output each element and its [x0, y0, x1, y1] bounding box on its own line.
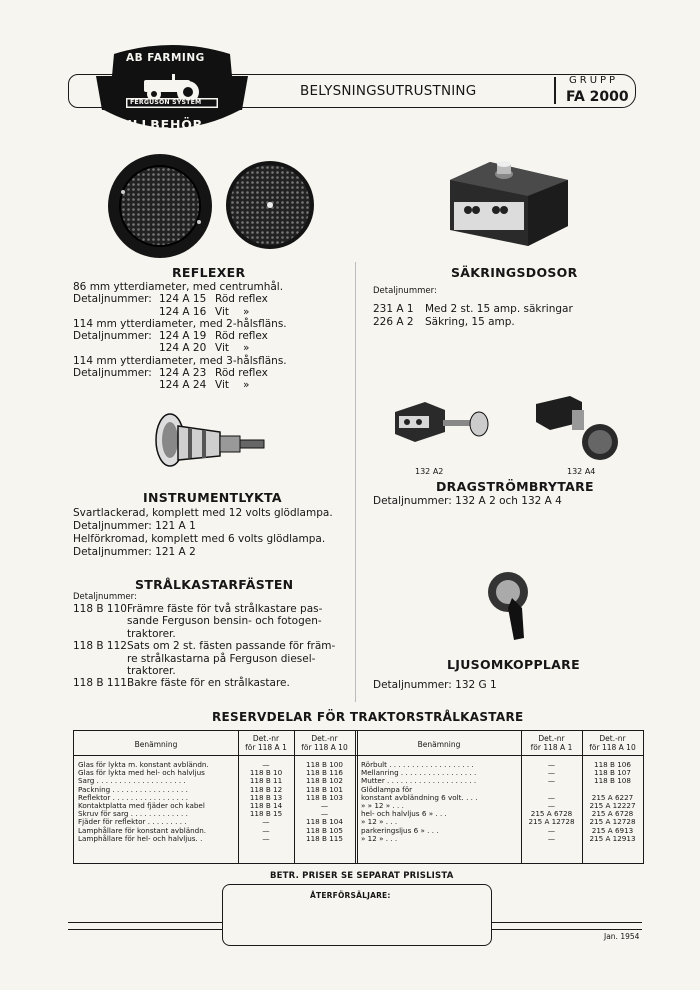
reflexer-type: Vit [215, 342, 229, 355]
table-cell-a10: 118 B 115 [306, 833, 343, 843]
table-cell-benamning: » » 12 » . . . [361, 800, 404, 810]
th-detnr-a1-right: Det.-nr [538, 734, 565, 743]
table-cell-benamning: konstant avbländning 6 volt. . . . [361, 792, 478, 802]
table-cell-a10: 118 B 103 [306, 792, 343, 802]
table-cell-a10: 118 B 102 [306, 776, 343, 786]
table-cell-benamning: » 12 » . . . [361, 833, 398, 843]
table-cell-benamning: hel- och halvljus 6 » . . . [361, 809, 447, 819]
reflexer-ditto: » [243, 342, 250, 355]
stralkastarfasten-nr: 118 B 112 [73, 640, 127, 653]
reflector-flange-image [106, 152, 214, 260]
footer-rule [492, 929, 642, 930]
reflexer-nr: 124 A 16 [159, 305, 207, 318]
reflexer-body [73, 281, 313, 392]
stralkastarfasten-line [73, 628, 335, 640]
dragstrombrytare-heading: DRAGSTRÖMBRYTARE [436, 479, 594, 494]
sakringsdosor-row: 226 A 2 Säkring, 15 amp. [373, 316, 515, 328]
table-cell-a1: — [547, 800, 556, 810]
stralkastarfasten-body [73, 603, 335, 690]
stralkastarfasten-text: Bakre fäste för en strålkastare. [127, 677, 290, 690]
grupp-label: GRUPP [569, 75, 619, 86]
reflexer-type: Vit [215, 379, 229, 392]
reflexer-nr: 124 A 24 [159, 379, 207, 392]
reflexer-text: 114 mm ytterdiameter, med 2-hålsfläns. [73, 317, 287, 330]
sakringsdosor-heading: SÄKRINGSDOSOR [451, 265, 578, 280]
table-cell-a1: — [262, 760, 270, 769]
th-detnr-a1-left: Det.-nr [252, 734, 280, 743]
instrumentlykta-line: Detaljnummer: 121 A 2 [73, 546, 196, 558]
table-cell-a10: 215 A 6227 [591, 792, 634, 802]
reflexer-line [73, 342, 313, 354]
reflexer-line [73, 379, 313, 391]
th-detnr-a10-left: Det.-nr [311, 734, 338, 743]
stralkastarfasten-text: traktorer. [127, 664, 176, 677]
table-cell-a1: 118 B 12 [249, 784, 283, 794]
table-cell-benamning: Rörbult . . . . . . . . . . . . . . . . . . . [361, 761, 474, 769]
reflexer-line [73, 318, 313, 330]
stralkastarfasten-text: Främre fäste för två strålkastare pas- [127, 603, 323, 615]
table-cell-a1: — [262, 833, 270, 843]
stralkastarfasten-sub: Detaljnummer: [73, 592, 137, 602]
logo-ribbon-text: FERGUSON SYSTEM [130, 99, 202, 106]
reservdelar-heading: RESERVDELAR FÖR TRAKTORSTRÅLKASTARE [212, 710, 524, 724]
stralkastarfasten-nr: 118 B 111 [73, 677, 127, 690]
table-cell-benamning: Skruv för sarg . . . . . . . . . . . . . [78, 809, 188, 819]
caption-132a2: 132 A2 [415, 467, 444, 476]
table-cell-a10: 118 B 105 [306, 825, 343, 835]
table-cell-benamning: Packning . . . . . . . . . . . . . . . . . [78, 784, 188, 794]
reflexer-type: Vit [215, 305, 229, 318]
reflexer-type: Röd reflex [215, 330, 268, 343]
th-benamning-right: Benämning [417, 740, 461, 749]
stralkastarfasten-line [73, 677, 335, 689]
reflexer-line [73, 293, 313, 305]
table-cell-benamning: Sarg . . . . . . . . . . . . . . . . . . . . [78, 776, 186, 786]
table-cell-a10: — [320, 809, 329, 819]
reflector-small-image [225, 160, 315, 250]
table-cell-a1: 118 B 14 [249, 800, 283, 810]
table-cell-a1: 215 A 12728 [528, 817, 575, 827]
table-cell-benamning: Glödlampa för [361, 784, 413, 794]
table-cell-benamning: Lamphållare för konstant avbländn. [78, 825, 207, 835]
stralkastarfasten-heading: STRÅLKASTARFÄSTEN [135, 577, 294, 592]
footer-rule [492, 922, 642, 923]
reflexer-line [73, 281, 313, 293]
table-cell-a1: 215 A 6728 [530, 809, 573, 819]
ljusomkopplare-line: Detaljnummer: 132 G 1 [373, 679, 497, 691]
reflexer-text: 114 mm ytterdiameter, med 3-hålsfläns. [73, 354, 287, 367]
table-cell-a1: — [547, 825, 556, 835]
stralkastarfasten-text: traktorer. [127, 627, 176, 640]
table-cell-a1: — [547, 792, 556, 802]
reseller-label: ÅTERFÖRSÄLJARE: [310, 891, 391, 900]
table-cell-a10: 118 B 116 [306, 768, 343, 778]
table-cell-benamning: Reflektor . . . . . . . . . . . . . . . . . [78, 792, 189, 802]
reflexer-nr: 124 A 19 [159, 330, 207, 343]
light-switch-image [482, 568, 542, 646]
reflexer-label: Detaljnummer: [73, 330, 152, 343]
page-title: BELYSNINGSUTRUSTNING [300, 83, 477, 99]
stralkastarfasten-nr: 118 B 110 [73, 603, 127, 615]
table-cell-a1: — [262, 825, 270, 835]
stralkastarfasten-line [73, 603, 335, 615]
reflexer-label: Detaljnummer: [73, 367, 152, 380]
th-benamning-left: Benämning [134, 740, 178, 749]
th-a10-left: för 118 A 10 [301, 743, 348, 752]
table-cell-a10: 118 B 100 [306, 760, 343, 769]
reflexer-heading: REFLEXER [172, 265, 246, 280]
reflexer-line [73, 355, 313, 367]
table-cell-a1: 118 B 11 [249, 776, 283, 786]
table-cell-a10: 215 A 6728 [591, 809, 634, 819]
reflexer-line [73, 306, 313, 318]
reflexer-line [73, 367, 313, 379]
instrumentlykta-line: Helförkromad, komplett med 6 volts glödlampa. [73, 533, 326, 545]
reflexer-nr: 124 A 15 [159, 293, 207, 306]
stralkastarfasten-text: re strålkastarna på Ferguson diesel- [127, 652, 316, 665]
instrumentlykta-line: Detaljnummer: 121 A 1 [73, 520, 196, 532]
table-cell-a1: — [262, 817, 270, 827]
th-detnr-a10-right: Det.-nr [599, 734, 626, 743]
reflexer-type: Röd reflex [215, 367, 268, 380]
grupp-value: FA 2000 [566, 89, 629, 105]
instrumentlykta-heading: INSTRUMENTLYKTA [143, 490, 282, 505]
price-note: BETR. PRISER SE SEPARAT PRISLISTA [270, 871, 454, 881]
reflexer-text: 86 mm ytterdiameter, med centrumhål. [73, 281, 284, 293]
logo-bottom-text: TILLBEHÖR [118, 117, 204, 132]
instrumentlykta-line: Svartlackerad, komplett med 12 volts glödlampa. [73, 507, 333, 519]
sakringsdosor-sub: Detaljnummer: [373, 286, 437, 296]
table-cell-a1: — [547, 768, 556, 778]
table-cell-benamning: Mutter . . . . . . . . . . . . . . . . . . . . [361, 776, 477, 786]
table-cell-a1: 118 B 15 [249, 809, 283, 819]
table-cell-benamning: Mellanring . . . . . . . . . . . . . . . . . [361, 768, 477, 778]
logo-top-text: AB FARMING [126, 52, 205, 64]
reflexer-line [73, 330, 313, 342]
stralkastarfasten-text: sande Ferguson bensin- och fotogen- [127, 615, 322, 628]
header-separator [554, 77, 556, 104]
footer-rule [68, 929, 222, 930]
print-date: Jan. 1954 [604, 932, 640, 941]
table-cell-a10: 118 B 101 [306, 784, 343, 794]
th-a1-right: för 118 A 1 [530, 743, 573, 752]
table-cell-a1: — [547, 776, 556, 786]
pull-switch-a2-image [385, 398, 495, 458]
fuse-box-image [440, 150, 580, 250]
table-cell-a10: 118 B 107 [594, 768, 631, 778]
table-cell-a1: 118 B 10 [249, 768, 283, 778]
table-cell-a1: 118 B 13 [249, 792, 283, 802]
table-cell-a10: 215 A 12913 [589, 833, 636, 843]
table-cell-benamning: Glas för lykta med hel- och halvljus [78, 768, 205, 778]
table-cell-a10: 215 A 12227 [589, 800, 636, 810]
stralkastarfasten-line [73, 615, 335, 627]
table-cell-a10: 215 A 6913 [591, 825, 634, 835]
reflexer-ditto: » [243, 379, 250, 392]
reflexer-label: Detaljnummer: [73, 293, 152, 306]
table-cell-benamning: Glas för lykta m. konstant avbländn. [78, 761, 209, 769]
table-cell-a1: — [547, 760, 556, 769]
pull-switch-a4-image [530, 392, 620, 467]
table-cell-a10: 118 B 104 [306, 817, 343, 827]
table-cell-a1: — [547, 833, 556, 843]
stralkastarfasten-line [73, 653, 335, 665]
table-cell-benamning: » 12 » . . . [361, 817, 398, 827]
reflexer-type: Röd reflex [215, 293, 268, 306]
table-cell-benamning: parkeringsljus 6 » . . . [361, 825, 439, 835]
instrument-lamp-image [140, 410, 270, 480]
th-a1-left: för 118 A 1 [245, 743, 287, 752]
sakringsdosor-row: 231 A 1 Med 2 st. 15 amp. säkringar [373, 303, 573, 315]
table-cell-a10: 118 B 106 [594, 760, 631, 769]
stralkastarfasten-line [73, 665, 335, 677]
dragstrombrytare-line: Detaljnummer: 132 A 2 och 132 A 4 [373, 495, 562, 507]
table-cell-a10: 118 B 108 [594, 776, 631, 786]
th-a10-right: för 118 A 10 [589, 743, 636, 752]
table-cell-a10: — [320, 800, 329, 810]
table-cell-benamning: Fjäder för reflektor . . . . . . . . . [78, 817, 187, 827]
footer-rule [68, 922, 222, 923]
table-cell-benamning: Kontaktplatta med fjäder och kabel [78, 800, 205, 810]
table-cell-a10: 215 A 12728 [589, 817, 636, 827]
reservdelar-table [73, 730, 644, 864]
reflexer-nr: 124 A 23 [159, 367, 207, 380]
caption-132a4: 132 A4 [567, 467, 596, 476]
ljusomkopplare-heading: LJUSOMKOPPLARE [447, 657, 580, 672]
stralkastarfasten-line [73, 640, 335, 652]
reflexer-ditto: » [243, 305, 250, 318]
reflexer-nr: 124 A 20 [159, 342, 207, 355]
column-divider [355, 262, 356, 702]
stralkastarfasten-text: Sats om 2 st. fästen passande för främ- [127, 640, 336, 653]
table-cell-benamning: Lamphållare för hel- och halvljus. . [78, 833, 203, 843]
